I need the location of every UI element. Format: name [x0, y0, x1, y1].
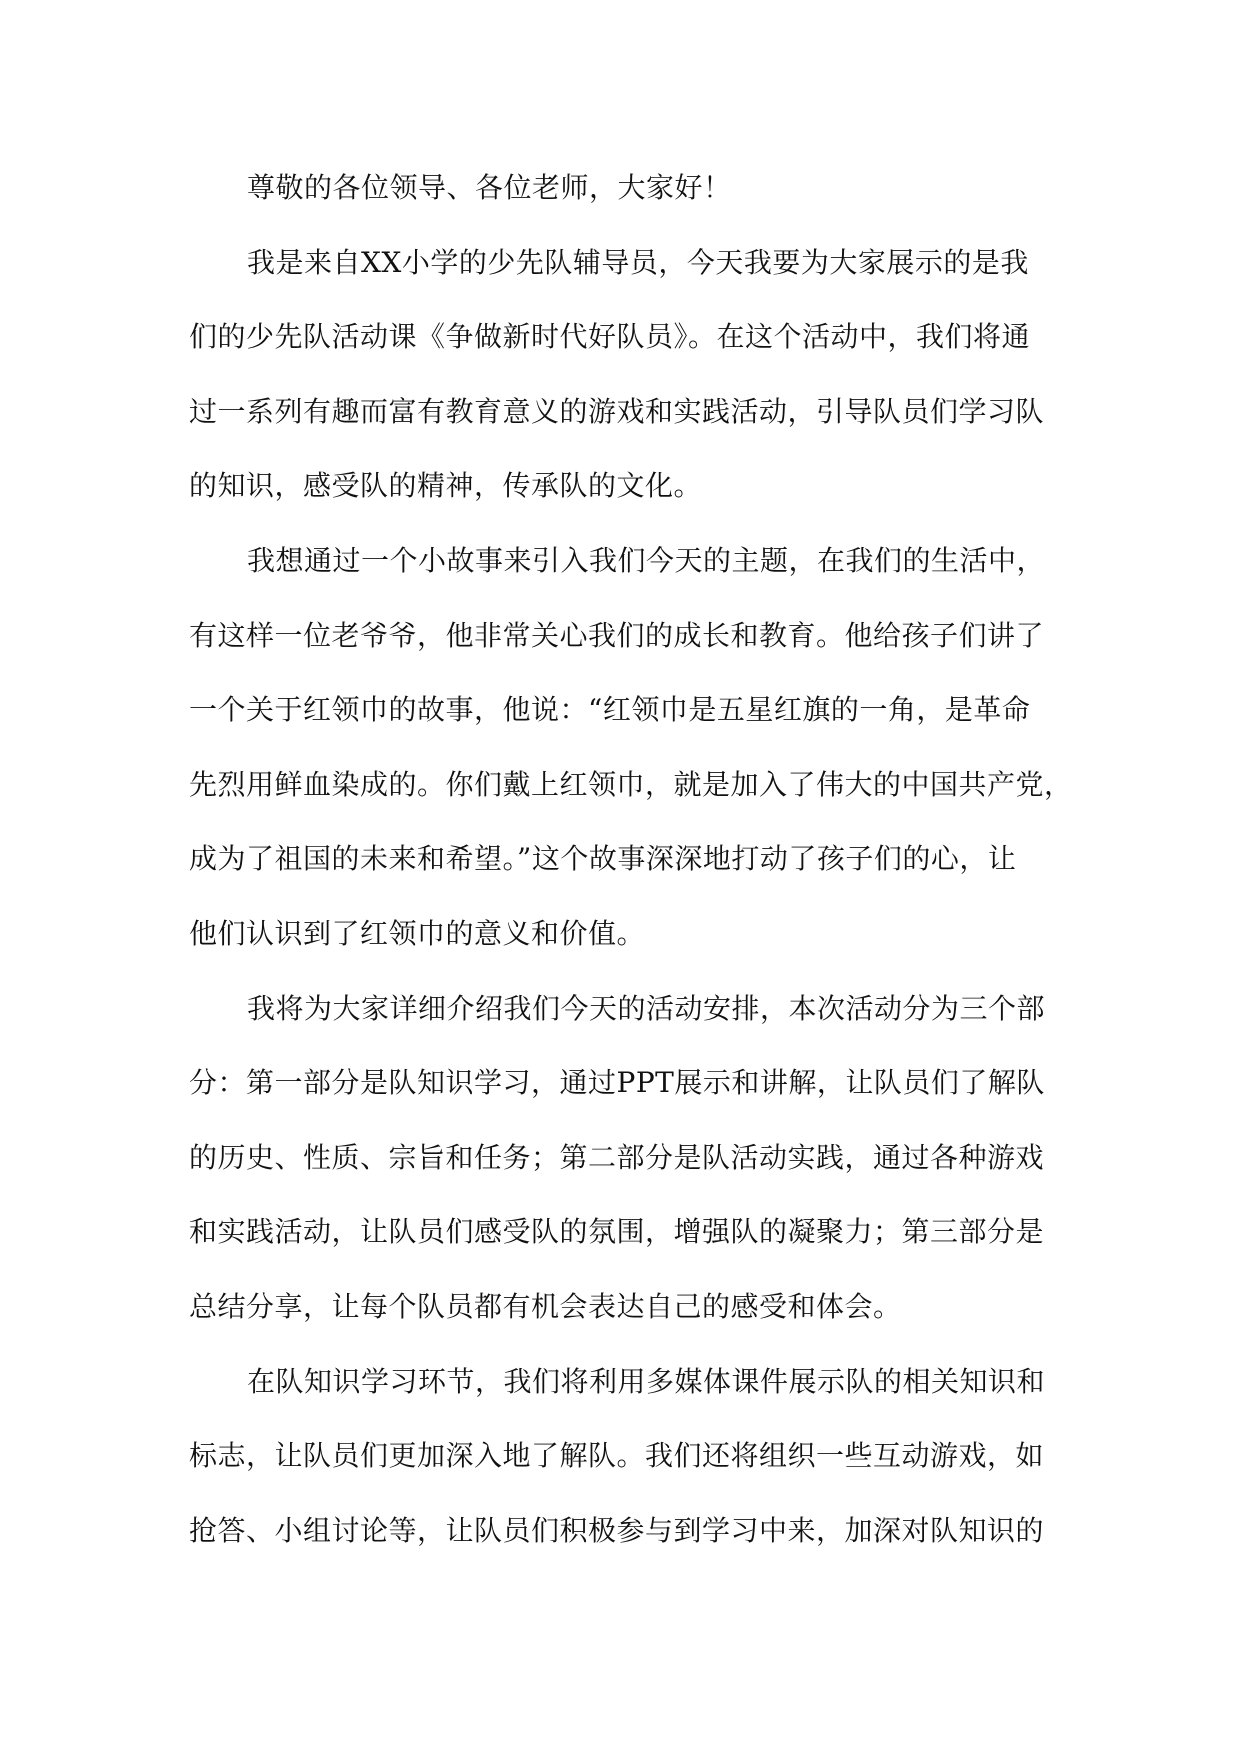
paragraph-2-line-2: 有这样一位老爷爷，他非常关心我们的成长和教育。他给孩子们讲了	[189, 618, 1045, 652]
paragraph-2-line-5: 成为了祖国的未来和希望。”这个故事深深地打动了孩子们的心，让	[189, 842, 1017, 876]
greeting-line: 尊敬的各位领导、各位老师，大家好！	[247, 171, 732, 204]
paragraph-1-line-1: 我是来自XX小学的少先队辅导员，今天我要为大家展示的是我	[247, 245, 1029, 279]
paragraph-2-line-6: 他们认识到了红领巾的意义和价值。	[189, 916, 646, 950]
paragraph-4-line-2: 标志，让队员们更加深入地了解队。我们还将组织一些互动游戏，如	[189, 1439, 1045, 1473]
paragraph-3-line-2: 分：第一部分是队知识学习，通过PPT展示和讲解，让队员们了解队	[189, 1066, 1045, 1100]
paragraph-3-line-3: 的历史、性质、宗旨和任务；第二部分是队活动实践，通过各种游戏	[189, 1140, 1045, 1174]
paragraph-3-line-4: 和实践活动，让队员们感受队的氛围，增强队的凝聚力；第三部分是	[189, 1215, 1045, 1249]
paragraph-3-line-1: 我将为大家详细介绍我们今天的活动安排，本次活动分为三个部	[247, 991, 1046, 1025]
paragraph-1-line-4: 的知识，感受队的精神，传承队的文化。	[189, 469, 703, 503]
paragraph-2-line-1: 我想通过一个小故事来引入我们今天的主题，在我们的生活中，	[247, 543, 1046, 577]
paragraph-2-line-4: 先烈用鲜血染成的。你们戴上红领巾，就是加入了伟大的中国共产党，	[189, 767, 1073, 801]
paragraph-1-line-2: 们的少先队活动课《争做新时代好队员》。在这个活动中，我们将通	[189, 320, 1031, 354]
paragraph-4-line-3: 抢答、小组讨论等，让队员们积极参与到学习中来，加深对队知识的	[189, 1513, 1045, 1547]
document-body	[189, 151, 1073, 1568]
paragraph-3-line-5: 总结分享，让每个队员都有机会表达自己的感受和体会。	[189, 1289, 902, 1323]
paragraph-2-line-3: 一个关于红领巾的故事，他说：“红领巾是五星红旗的一角，是革命	[189, 693, 1031, 727]
paragraph-4-line-1: 在队知识学习环节，我们将利用多媒体课件展示队的相关知识和	[247, 1364, 1046, 1398]
paragraph-1-line-3: 过一系列有趣而富有教育意义的游戏和实践活动，引导队员们学习队	[189, 394, 1045, 428]
